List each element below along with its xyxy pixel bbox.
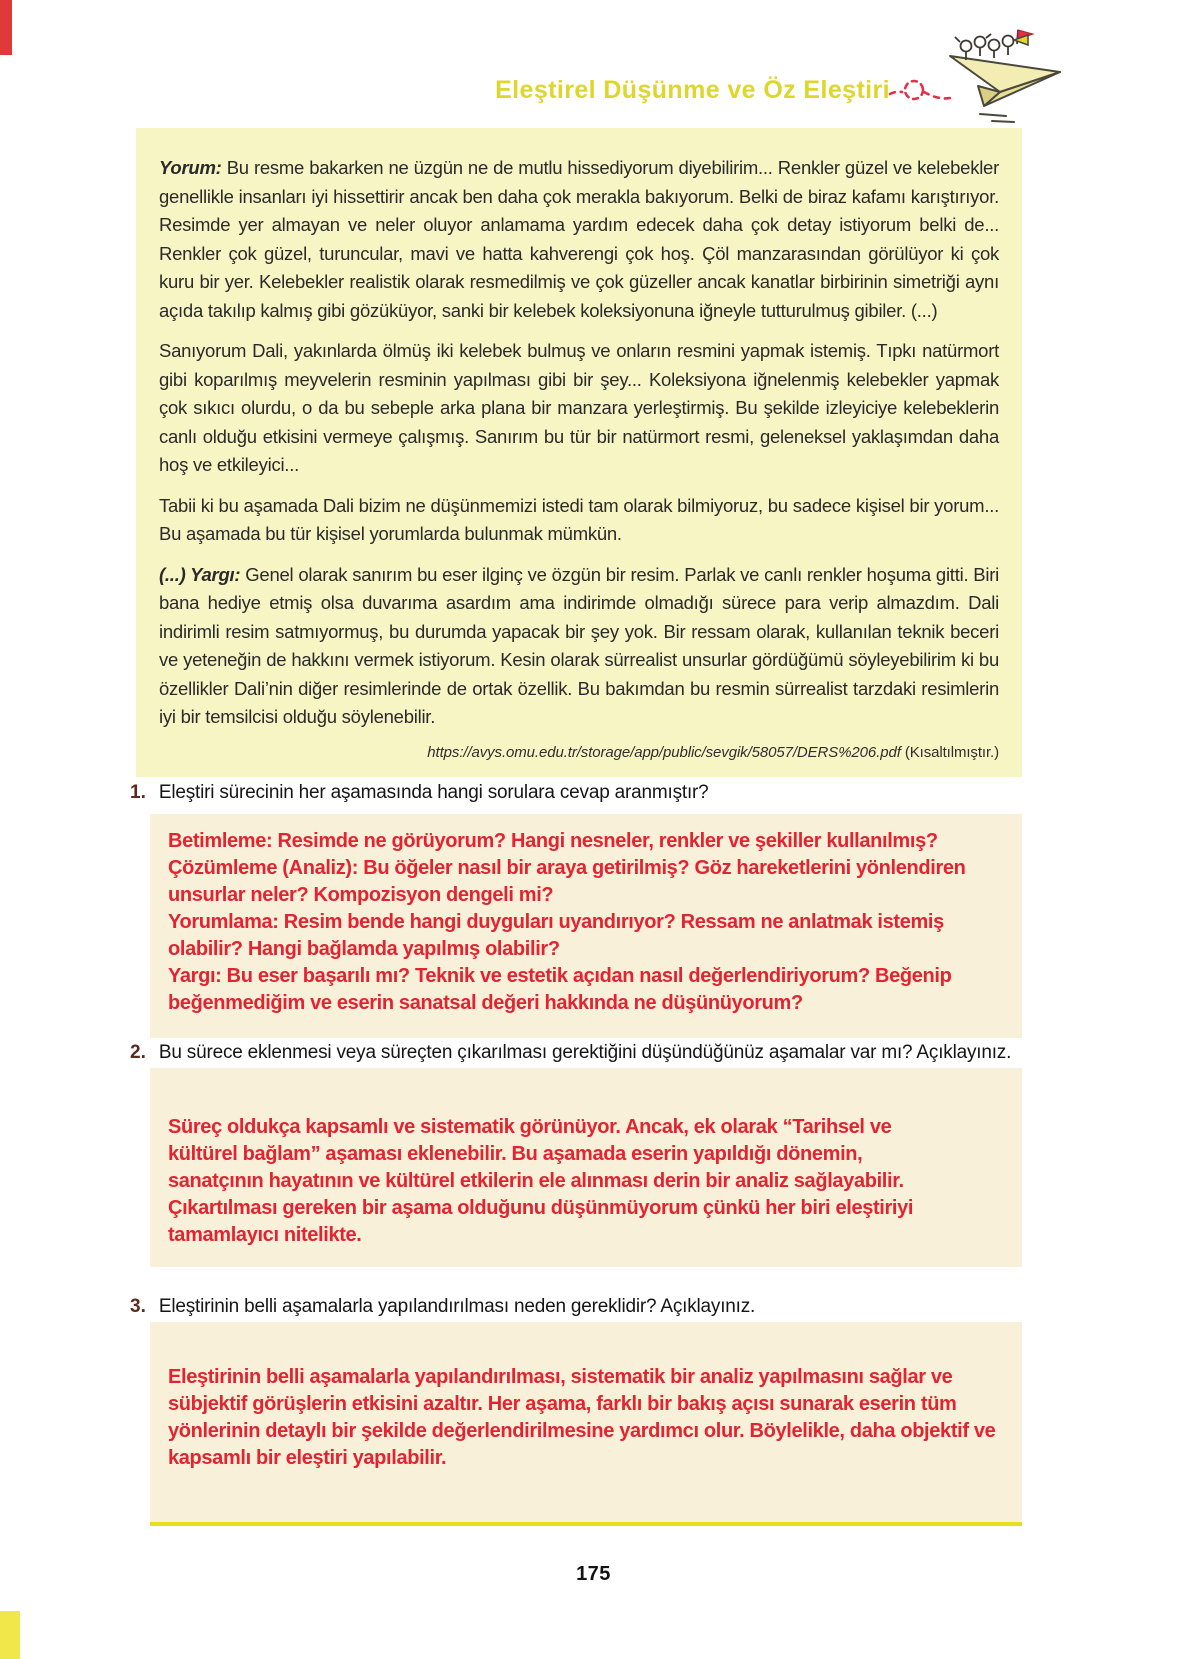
answer-line: Yorumlama: Resim bende hangi duyguları uyandırıyor? Ressam ne anlatmak istemiş olabilir? Hangi bağlamda yapılmış olabilir?: [168, 911, 944, 960]
page-title: Eleştirel Düşünme ve Öz Eleştiri: [495, 76, 890, 104]
reading-passage-box: [136, 128, 1022, 777]
answer-line: Yargı: Bu eser başarılı mı? Teknik ve estetik açıdan nasıl değerlendiriyorum? Beğenip beğenmediğim ve eserin sanatsal değeri hakkında ne düşünüyorum?: [168, 965, 952, 1014]
answer-line: Çözümleme (Analiz): Bu öğeler nasıl bir araya getirilmiş? Göz hareketlerini yönlendiren unsurlar neler? Kompozisyon dengeli mi?: [168, 857, 966, 906]
answer-line: Betimleme: Resimde ne görüyorum? Hangi nesneler, renkler ve şekiller kullanılmış?: [168, 830, 938, 852]
question-text: Eleştiri sürecinin her aşamasında hangi sorulara cevap aranmıştır?: [158, 782, 709, 803]
answer-box-1: [150, 814, 1022, 1038]
question-text: Bu sürece eklenmesi veya süreçten çıkarılması gerektiğini düşündüğünüz aşamalar var mı? Açıklayınız.: [158, 1042, 1012, 1063]
source-url: https://avys.omu.edu.tr/storage/app/public/sevgik/58057/DERS%206.pdf: [427, 743, 901, 761]
passage-paragraph: [159, 492, 999, 549]
question-row-3: [130, 1296, 1022, 1318]
paper-plane-icon: [888, 28, 1068, 128]
question-row-2: [130, 1042, 1022, 1064]
answer-line: Süreç oldukça kapsamlı ve sistematik görünüyor. Ancak, ek olarak “Tarihsel ve kültürel bağlam” aşaması eklenebilir. Bu aşamada eserin yapıldığı dönemin, sanatçının hayatının ve kültürel etkilerin ele alınması derin bir analiz sağlayabilir. Çıkartılması gereken bir aşama olduğunu düşünmüyorum çünkü her biri eleştiriyi tamamlayıcı nitelikte.: [168, 1116, 914, 1246]
page-edge-tab-yellow: [0, 1611, 20, 1659]
page-edge-tab-red: [0, 0, 12, 55]
passage-paragraph: [159, 561, 999, 732]
question-number: 2.: [130, 1042, 146, 1063]
question-number: 1.: [130, 782, 146, 803]
answer-line: Eleştirinin belli aşamalarla yapılandırılması, sistematik bir analiz yapılmasını sağlar ve sübjektif görüşlerin etkisini azaltır. Her aşama, farklı bir bakış açısı sunarak eserin tüm yönlerinin detaylı bir şekilde değerlendirilmesine yardımcı olur. Böylelikle, daha objektif ve kapsamlı bir eleştiri yapılabilir.: [168, 1366, 996, 1469]
paragraph-lead: (...) Yargı:: [159, 563, 241, 585]
paragraph-lead: Yorum:: [159, 157, 222, 178]
answer-box-2: [150, 1068, 1022, 1267]
passage-paragraph: [159, 154, 999, 325]
paragraph-text: Bu resme bakarken ne üzgün ne de mutlu hissediyorum diyebilirim... Renkler güzel ve kelebekler genellikle insanları iyi hissettirir ancak ben daha çok merakla bakıyorum. Belki de biraz kafamı karıştırıyor. Resimde yer almayan ve neler oluyor anlamama yardım edecek daha çok detay istiyorum belki de... Renkler çok güzel, turuncular, mavi ve hatta kahverengi çok hoş. Çöl manzarasından görülüyor ki çok kuru bir yer. Kelebekler realistik olarak resmedilmiş ve çok güzeller ancak kanatlar birbirinin simetriği aynı açıda takılıp kalmış gibi gözüküyor, sanki bir kelebek koleksiyonuna iğneyle tutturulmuş gibiler. (...): [159, 157, 1000, 321]
source-note: (Kısaltılmıştır.): [904, 743, 999, 761]
page-number: 175: [576, 1563, 611, 1585]
paragraph-text: Genel olarak sanırım bu eser ilginç ve özgün bir resim. Parlak ve canlı renkler hoşuma gitti. Biri bana hediye etmiş olsa duvarıma asardım ama indirimde olmadığı sürece para verip almazdım. Dali indirimli resim satmıyormuş, bu durumda yapacak bir şey yok. Bir ressam olarak, kullanılan teknik beceri ve yeteneğin de hakkını vermek istiyorum. Kesin olarak sürrealist unsurlar gördüğümü söyleyebilirim ki bu özellikler Dali’nin diğer resimlerinde de ortak özellik. Bu bakımdan bu resmin sürrealist tarzdaki resimlerin iyi bir temsilcisi olduğu söylenebilir.: [159, 563, 999, 727]
paragraph-text: Tabii ki bu aşamada Dali bizim ne düşünmemizi istedi tam olarak bilmiyoruz, bu sadece kişisel bir yorum... Bu aşamada bu tür kişisel yorumlarda bulunmak mümkün.: [159, 494, 999, 544]
answer-box-3: [150, 1322, 1022, 1526]
question-row-1: [130, 782, 1022, 804]
question-number: 3.: [130, 1296, 146, 1317]
passage-paragraph: [159, 337, 999, 480]
question-text: Eleştirinin belli aşamalarla yapılandırılması neden gereklidir? Açıklayınız.: [158, 1296, 756, 1317]
paragraph-text: Sanıyorum Dali, yakınlarda ölmüş iki kelebek bulmuş ve onların resmini yapmak istemiş. Tıpkı natürmort gibi koparılmış meyvelerin resminin yapılması gibi bir şey... Koleksiyona iğnelenmiş kelebekler yapmak çok sıkıcı olurdu, o da bu sebeple arka plana bir manzara yerleştirmiş. Bu şekilde izleyiciye kelebeklerin canlı olduğu etkisini vermeye çalışmış. Sanırım bu tür bir natürmort resmi, geleneksel yaklaşımdan daha hoş ve etkileyici...: [159, 340, 999, 475]
source-citation: [159, 744, 999, 761]
